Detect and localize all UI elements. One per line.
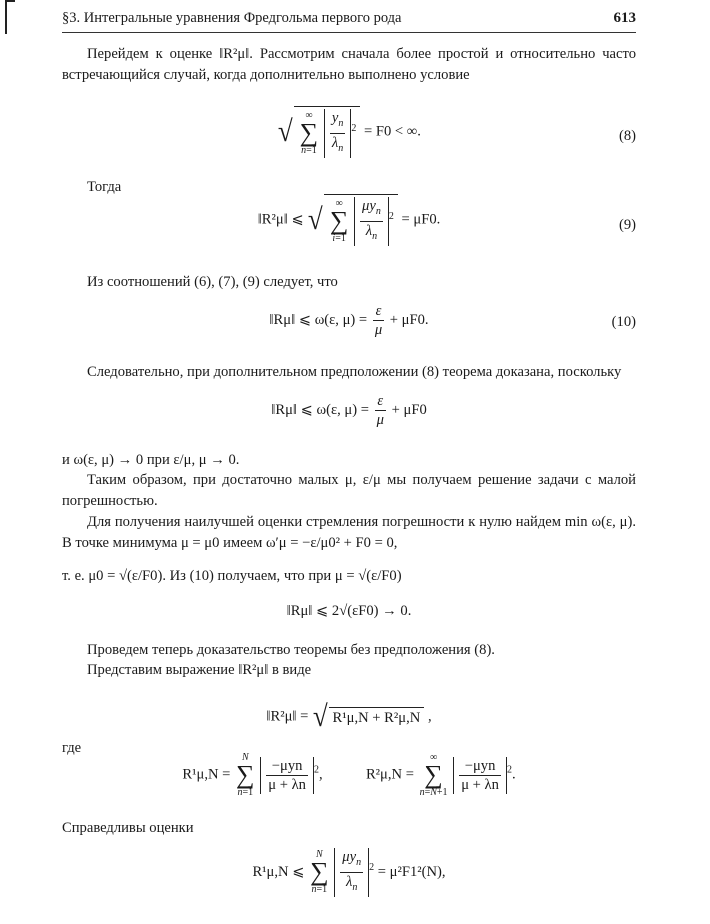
eq9-rhs: = μF0. (401, 211, 441, 228)
paragraph-3: Из соотношений (6), (7), (9) следует, что (87, 274, 338, 290)
header-rule (62, 32, 636, 33)
eqd-lhs: ‖R²μ‖ = (266, 708, 309, 725)
page-number: 613 (613, 10, 636, 26)
equation-omega: ‖Rμ‖ ⩽ ω(ε, μ) = $\frac{\varepsilon}{\mu}$ + μF0 (271, 393, 427, 428)
eqf-rhs: = μ²F1²(N), (377, 863, 446, 880)
paragraph-10: где (62, 740, 82, 756)
sum-symbol: ∞ ∑ n=1 (299, 110, 319, 157)
header-title: §3. Интегральные уравнения Фредгольма первого рода (62, 10, 402, 26)
paragraph-8: Проведем теперь доказательство теоремы без предположения (8). (87, 642, 495, 658)
equation-number-10: (10) (611, 314, 636, 330)
abs-bars: $\frac{\mu y_n}{\lambda_n}$ (354, 197, 389, 246)
abs-bars: $\frac{\text{−μyn}}{\mu + \lambda n}$ (260, 757, 314, 794)
paragraph-6: Таким образом, при достаточно малых μ, ε/μ мы получаем решение задачи с малой погрешностью. (62, 472, 636, 509)
abs-bars: $\frac{y_n}{\lambda_n}$ (324, 109, 351, 158)
paragraph-4: Следовательно, при дополнительном предположении (8) теорема доказана, поскольку (87, 364, 622, 380)
paragraph-2: Тогда (87, 179, 122, 195)
equation-r1-estimate: R¹μ,N ⩽ N ∑ n=1 $\frac{\mu y_n}{\lambda_n}$ $^2$ = μ²F1²(N), (252, 849, 446, 896)
eq8-rhs: = F0 < ∞. (363, 123, 421, 140)
equation-decomposition (62, 700, 636, 734)
sum-symbol: N ∑ n=1 (236, 752, 255, 798)
equation-9 (62, 194, 636, 246)
sum-symbol: N ∑ n=1 (310, 849, 329, 896)
sum-symbol: ∞ ∑ i=1 (329, 198, 349, 245)
abs-bars: $\frac{\text{−μyn}}{\mu + \lambda n}$ (453, 757, 507, 794)
running-header (62, 10, 636, 32)
eq9-lhs: ‖R²μ‖ ⩽ (257, 211, 304, 228)
eqb-rhs: + μF0 (391, 401, 427, 418)
eq10-lhs: ‖Rμ‖ ⩽ ω(ε, μ) = (269, 311, 368, 328)
sqrt-sign: √ R¹μ,N + R²μ,N (312, 700, 424, 734)
abs-bars: $\frac{\mu y_n}{\lambda_n}$ (334, 848, 369, 897)
equation-estimate: ‖Rμ‖ ⩽ 2√(εF0) → 0. (286, 603, 412, 619)
page-corner-mark (5, 0, 7, 34)
paragraph-1: Перейдем к оценке ‖R²μ‖. Рассмотрим сначала более простой и относительно часто встречающийся случай, когда дополнительно выполнено условие (62, 46, 636, 83)
eqe-left-lhs: R¹μ,N = (182, 766, 231, 783)
eqe-right-lhs: R²μ,N = (365, 766, 414, 783)
eqd-radicand: R¹μ,N + R²μ,N (329, 707, 425, 727)
eqb-lhs: ‖Rμ‖ ⩽ ω(ε, μ) = (271, 401, 369, 418)
paragraph-9: Представим выражение ‖R²μ‖ в виде (87, 662, 312, 678)
equation-number-9: (9) (618, 217, 636, 233)
eq10-rhs: + μF0. (389, 311, 429, 328)
paragraph-11: Справедливы оценки (62, 820, 194, 836)
page-corner-mark-top (5, 0, 15, 2)
eqf-lhs: R¹μ,N ⩽ (252, 863, 305, 880)
equation-number-8: (8) (618, 128, 636, 144)
equation-10: ‖Rμ‖ ⩽ ω(ε, μ) = $\frac{\varepsilon}{\mu}$ + μF0. (269, 303, 429, 338)
sum-symbol: ∞ ∑ n=N+1 (419, 752, 448, 798)
sqrt-sign: √ ∞ ∑ i=1 $\frac{\mu y_n}{\lambda_n}$ $^2$ (307, 194, 397, 246)
equation-8 (62, 106, 636, 158)
sqrt-sign: √ ∞ ∑ n=1 $\frac{y_n}{\lambda_n}$ $^2$ (277, 106, 360, 158)
eqd-tail: , (427, 708, 432, 725)
paragraph-5: и ω(ε, μ) → 0 при ε/μ, μ → 0. (62, 452, 240, 468)
equation-r-definitions: R¹μ,N = N ∑ n=1 $\frac{\text{−μyn}}{\mu + \lambda n}$ $^2$, R²μ,N = ∞ ∑ n=N+1 $\frac{\text{−μyn}}{\mu + \lambda n}$ $^2$. (182, 752, 516, 798)
paragraph-7a: Для получения наилучшей оценки стремления погрешности к нулю найдем min ω(ε, μ). В точке минимума μ = μ0 имеем ω′μ = −ε/μ0² + F0 = 0, (62, 514, 636, 551)
paragraph-7b: т. е. μ0 = √(ε/F0). Из (10) получаем, что при μ = √(ε/F0) (62, 568, 402, 584)
